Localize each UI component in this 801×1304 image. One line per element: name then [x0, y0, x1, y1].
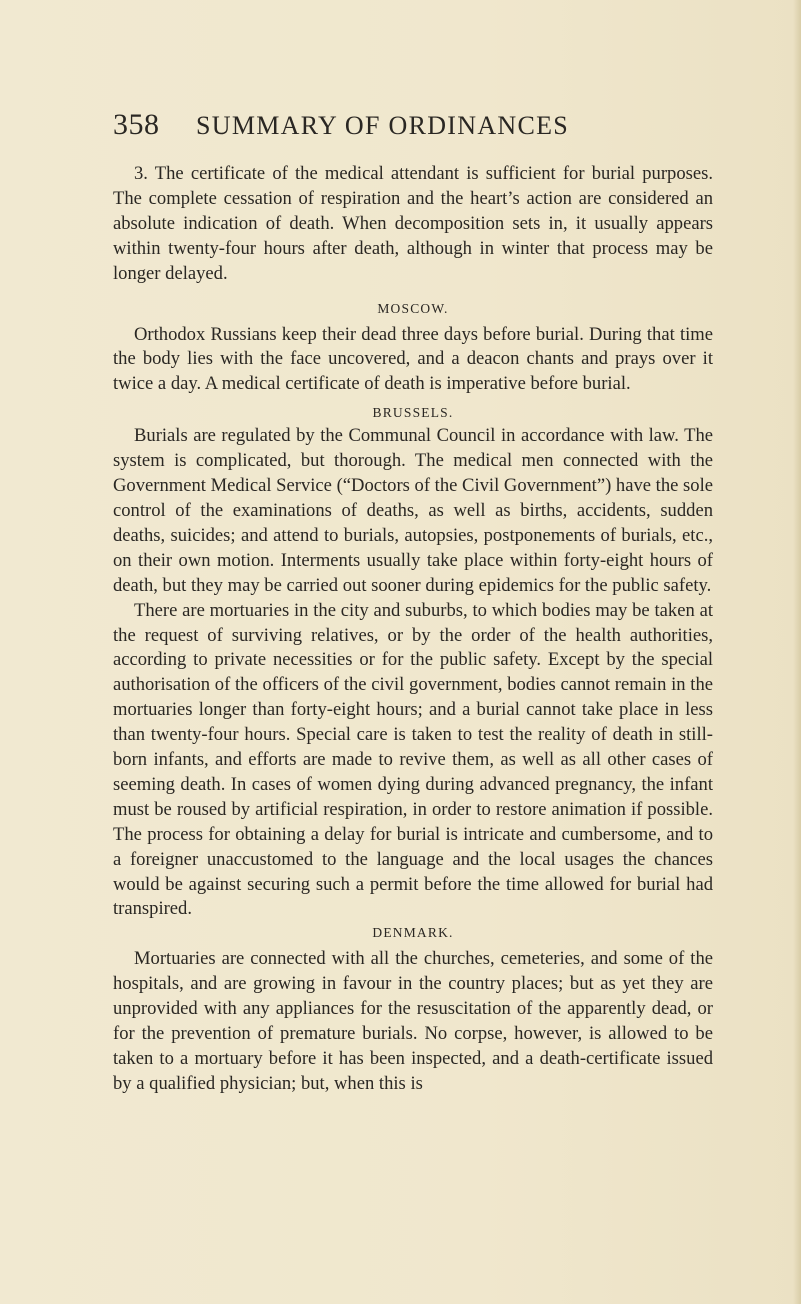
section-heading-denmark: DENMARK.	[372, 925, 454, 941]
section-heading-moscow: MOSCOW.	[377, 300, 449, 316]
page-body	[113, 162, 713, 1097]
paragraph-brussels-2: There are mortuaries in the city and suburbs, to which bodies may be taken at the request of surviving relatives, or by the order of the health authorities, according to private necessities or for the public safety. Except by the special authorisation of the officers of the civil government, bodies cannot remain in the mortuaries longer than forty-eight hours; and a burial cannot take place in less than twenty-four hours. Special care is taken to test the reality of death in still-born infants, and efforts are made to revive them, as well as all other cases of seeming death. In cases of women dying during advanced pregnancy, the infant must be roused by artificial respiration, in order to restore animation if possible. The process for obtaining a delay for burial is intricate and cumbersome, and to a foreigner unaccustomed to the language and the local usages the chances would be against securing such a permit before the time allowed for burial had transpired.	[113, 599, 713, 920]
paragraph-brussels-1: Burials are regulated by the Communal Council in accordance with law. The system is complicated, but thorough. The medical men connected with the Government Medical Service (“Doctors of the Civil Government”) have the sole control of the examinations of deaths, as well as births, accidents, sudden deaths, suicides; and attend to burials, autopsies, postponements of burials, etc., on their own motion. Interments usually take place within forty-eight hours of death, but they may be carried out sooner during epidemics for the public safety.	[113, 425, 713, 596]
page-header	[113, 108, 713, 148]
paragraph-denmark: Mortuaries are connected with all the churches, cemeteries, and some of the hospitals, and are growing in favour in the country places; but as yet they are unprovided with any appliances for the resuscitation of the apparently dead, or for the prevention of premature burials. No corpse, however, is allowed to be taken to a mortuary before it has been inspected, and a death-certificate issued by a qualified physician; but, when this is	[113, 948, 713, 1094]
paragraph-moscow: Orthodox Russians keep their dead three days before burial. During that time the body lies with the face uncovered, and a deacon chants and prays over it twice a day. A medical certificate of death is imperative before burial.	[113, 323, 713, 395]
paragraph-certificate: 3. The certificate of the medical attendant is sufficient for burial purposes. The complete cessation of respiration and the heart’s action are considered an absolute indication of death. When decomposition sets in, it usually appears within twenty-four hours after death, although in winter that process may be longer delayed.	[113, 163, 713, 284]
page-number: 358	[113, 108, 160, 141]
page-edge-shading	[793, 0, 801, 1304]
running-head: SUMMARY OF ORDINANCES	[196, 111, 570, 140]
section-heading-brussels: BRUSSELS.	[372, 405, 454, 421]
